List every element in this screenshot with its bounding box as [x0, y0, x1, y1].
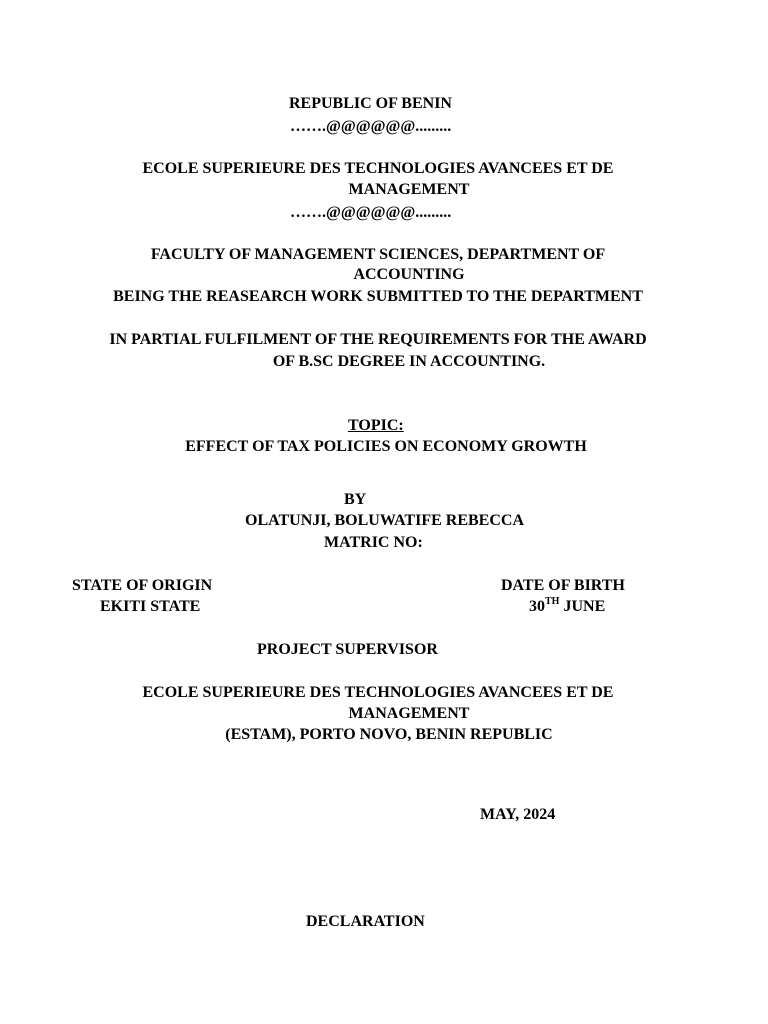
- dob-month: JUNE: [559, 598, 606, 615]
- republic-heading: REPUBLIC OF BENIN: [289, 95, 452, 112]
- separator-line-2: …….@@@@@@.........: [290, 204, 452, 221]
- faculty-line3: BEING THE REASEARCH WORK SUBMITTED TO THE DEPARTMENT: [113, 288, 643, 305]
- submission-date: MAY, 2024: [480, 806, 556, 823]
- dob-day: 30: [529, 598, 545, 615]
- project-supervisor-label: PROJECT SUPERVISOR: [257, 641, 438, 658]
- state-of-origin-value: EKITI STATE: [100, 598, 201, 615]
- date-of-birth-value: [529, 597, 605, 617]
- state-of-origin-label: STATE OF ORIGIN: [72, 577, 213, 594]
- institution-line1: ECOLE SUPERIEURE DES TECHNOLOGIES AVANCEES ET DE: [142, 684, 614, 701]
- institution-line3: (ESTAM), PORTO NOVO, BENIN REPUBLIC: [225, 726, 553, 743]
- faculty-line2: ACCOUNTING: [353, 266, 465, 283]
- by-label: BY: [344, 491, 367, 508]
- matric-label: MATRIC NO:: [324, 534, 423, 551]
- school-name-line1: ECOLE SUPERIEURE DES TECHNOLOGIES AVANCEES ET DE: [142, 160, 614, 177]
- separator-line: …….@@@@@@.........: [290, 118, 452, 135]
- faculty-line1: FACULTY OF MANAGEMENT SCIENCES, DEPARTMENT OF: [150, 246, 606, 263]
- purpose-line1: IN PARTIAL FULFILMENT OF THE REQUIREMENTS FOR THE AWARD: [109, 331, 647, 348]
- declaration-heading: DECLARATION: [306, 913, 425, 930]
- date-of-birth-label: DATE OF BIRTH: [501, 577, 625, 594]
- dob-suffix: TH: [545, 595, 560, 607]
- purpose-line2: OF B.SC DEGREE IN ACCOUNTING.: [272, 353, 546, 370]
- topic-label: TOPIC:: [348, 417, 404, 434]
- topic-title: EFFECT OF TAX POLICIES ON ECONOMY GROWTH: [185, 438, 587, 455]
- author-name: OLATUNJI, BOLUWATIFE REBECCA: [245, 512, 525, 529]
- institution-line2: MANAGEMENT: [348, 705, 470, 722]
- school-name-line2: MANAGEMENT: [348, 181, 470, 198]
